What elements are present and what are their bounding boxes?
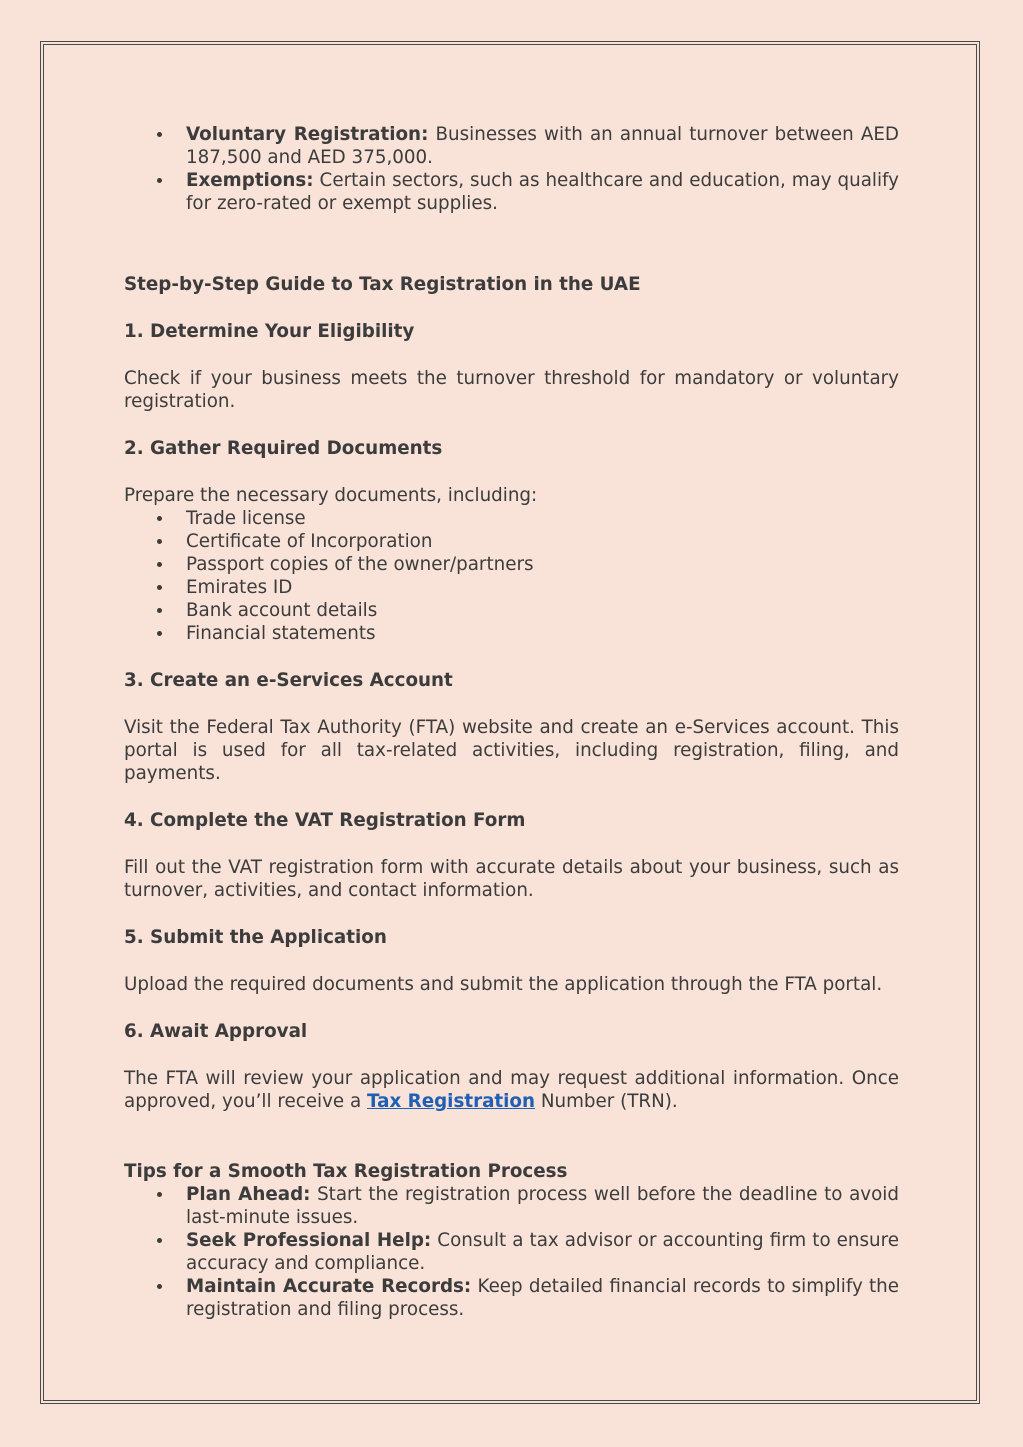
list-item bbox=[186, 123, 899, 169]
step3-heading: 3. Create an e-Services Account bbox=[124, 670, 453, 691]
step6-body bbox=[124, 1067, 899, 1113]
step6-heading: 6. Await Approval bbox=[124, 1021, 308, 1042]
step5-heading: 5. Submit the Application bbox=[124, 927, 387, 948]
list-item: Bank account details bbox=[186, 599, 899, 622]
tips-heading: Tips for a Smooth Tax Registration Process bbox=[124, 1161, 568, 1182]
list-item bbox=[186, 169, 899, 215]
tax-registration-link[interactable]: Tax Registration bbox=[367, 1091, 536, 1112]
step1-body: Check if your business meets the turnover threshold for mandatory or voluntary registration. bbox=[124, 368, 899, 412]
list-item: Passport copies of the owner/partners bbox=[186, 553, 899, 576]
step2-intro: Prepare the necessary documents, including: bbox=[124, 485, 538, 506]
bullet-label: Maintain Accurate Records: bbox=[186, 1276, 472, 1297]
documents-list bbox=[124, 507, 899, 645]
step3-body: Visit the Federal Tax Authority (FTA) website and create an e-Services account. This portal is used for all tax-related activities, including registration, filing, and payments. bbox=[124, 717, 899, 784]
bullet-label: Seek Professional Help: bbox=[186, 1230, 432, 1251]
step4-body: Fill out the VAT registration form with accurate details about your business, such as turnover, activities, and contact information. bbox=[124, 857, 899, 901]
list-item: Financial statements bbox=[186, 622, 899, 645]
bullet-label: Exemptions: bbox=[186, 170, 314, 191]
document-body bbox=[124, 123, 899, 1321]
step2-heading: 2. Gather Required Documents bbox=[124, 438, 443, 459]
list-item bbox=[186, 1229, 899, 1275]
bullet-label: Plan Ahead: bbox=[186, 1184, 311, 1205]
step6-text-before: The FTA will review your application and may request additional information. Once approved, you’ll receive a bbox=[124, 1068, 899, 1112]
list-item: Certificate of Incorporation bbox=[186, 530, 899, 553]
tips-list bbox=[124, 1183, 899, 1321]
step4-heading: 4. Complete the VAT Registration Form bbox=[124, 810, 526, 831]
bullet-text: Certain sectors, such as healthcare and education, may qualify for zero-rated or exempt supplies. bbox=[186, 170, 899, 214]
list-item bbox=[186, 1183, 899, 1229]
bullet-text: Keep detailed financial records to simplify the registration and filing process. bbox=[186, 1276, 899, 1320]
guide-title: Step-by-Step Guide to Tax Registration in the UAE bbox=[124, 274, 641, 295]
step1-heading: 1. Determine Your Eligibility bbox=[124, 321, 415, 342]
step5-body: Upload the required documents and submit the application through the FTA portal. bbox=[124, 974, 883, 995]
bullet-text: Businesses with an annual turnover between AED 187,500 and AED 375,000. bbox=[186, 124, 899, 168]
top-bullet-list bbox=[124, 123, 899, 215]
list-item bbox=[186, 1275, 899, 1321]
step6-text-after: Number (TRN). bbox=[535, 1091, 678, 1112]
list-item: Emirates ID bbox=[186, 576, 899, 599]
bullet-label: Voluntary Registration: bbox=[186, 124, 429, 145]
bullet-text: Start the registration process well before the deadline to avoid last-minute issues. bbox=[186, 1184, 899, 1228]
bullet-text: Consult a tax advisor or accounting firm to ensure accuracy and compliance. bbox=[186, 1230, 899, 1274]
list-item: Trade license bbox=[186, 507, 899, 530]
